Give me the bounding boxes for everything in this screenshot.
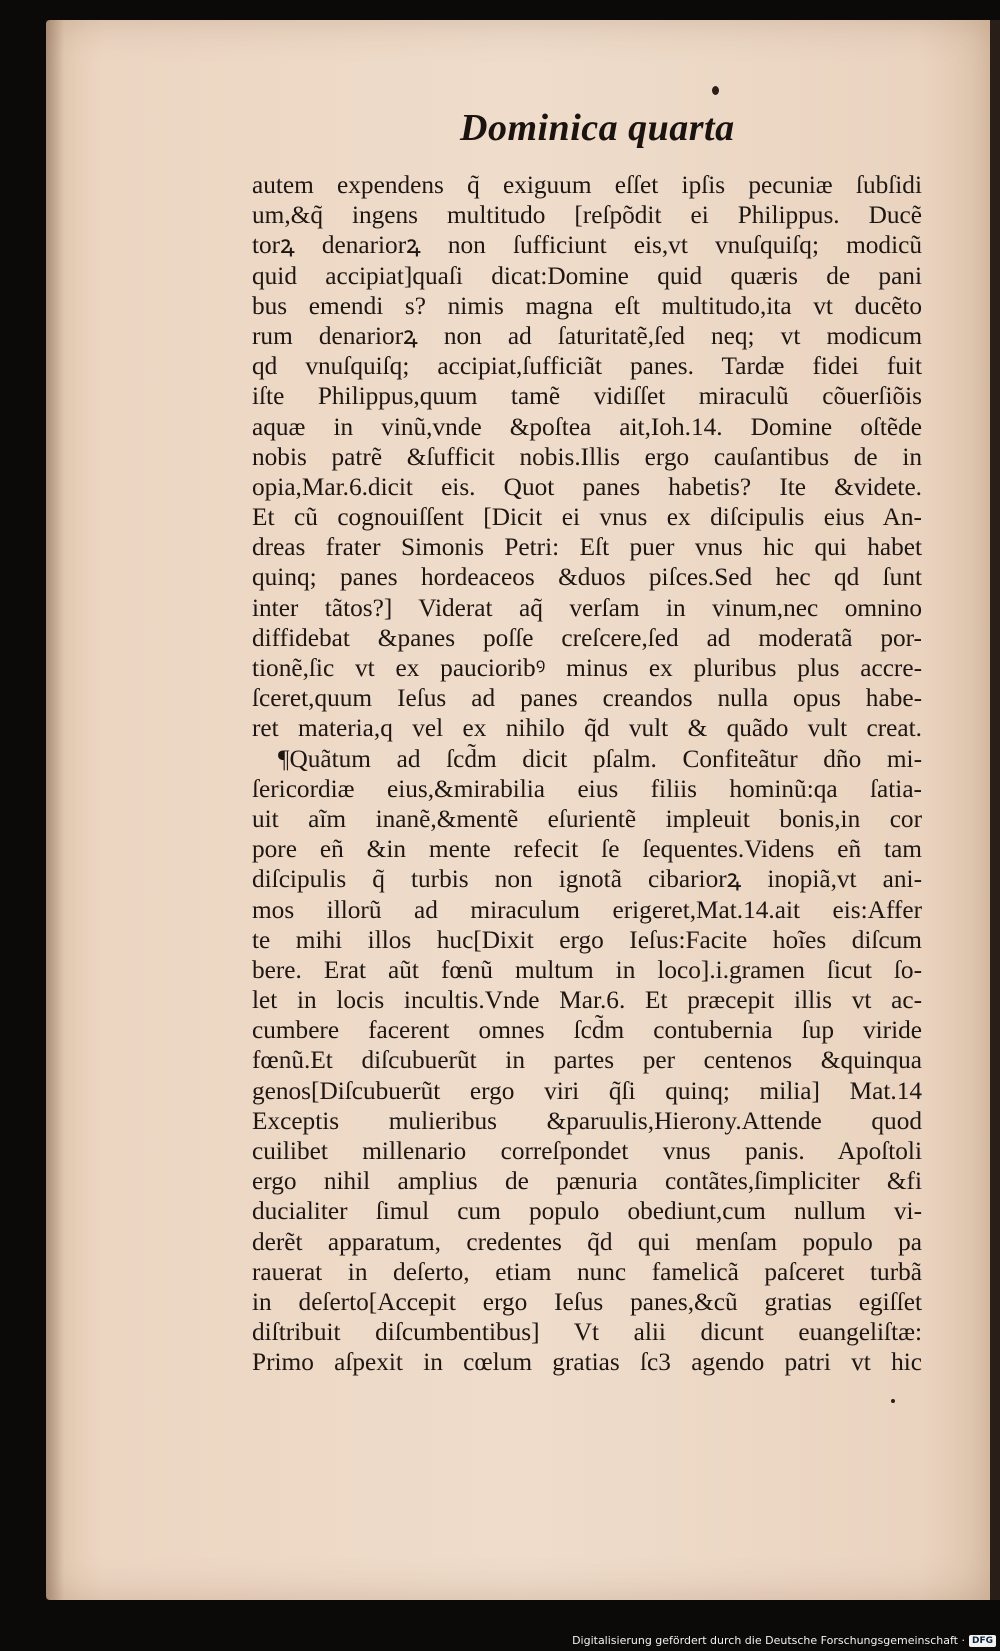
- text-line: let in locis incultis.Vnde Mar.6. Et præcepit illis vt ac-: [252, 986, 922, 1015]
- spine-shadow: [46, 20, 64, 1600]
- ink-speck: [891, 1399, 895, 1403]
- text-line: tionẽ,ſic vt ex paucioribꝰ minus ex pluribus plus accre-: [252, 654, 922, 682]
- text-line: mos illorũ ad miraculum erigeret,Mat.14.ait eis:Affer: [252, 895, 922, 924]
- text-line: in deſerto[Accepit ergo Ieſus panes,&cũ gratias egiſſet: [252, 1287, 922, 1316]
- text-line: Exceptis mulieribus &paruulis,Hierony.Attende quod: [252, 1106, 922, 1135]
- text-line: bere. Erat aũt fœnũ multum in loco].i.gramen ſicut ſo-: [252, 955, 922, 984]
- text-line: uit aĩm inanẽ,&mentẽ eſurientẽ impleuit bonis,in cor: [252, 804, 922, 833]
- text-line: ergo nihil amplius de pænuria contãtes,ſimpliciter &fi: [252, 1167, 922, 1196]
- text-line: pore eñ &in mente refecit ſe ſequentes.Videns eñ tam: [252, 835, 922, 864]
- text-line: iſte Philippus,quum tamẽ vidiſſet miraculũ cõuerſiõis: [252, 382, 922, 411]
- text-line: bus emendi s? nimis magna eſt multitudo,ita vt ducẽto: [252, 291, 922, 320]
- digitization-credit: [572, 1634, 996, 1647]
- text-line: diſcipulis q̃ turbis non ignotã cibariorꝝ inopiã,vt ani-: [252, 865, 922, 894]
- text-line: derẽt apparatum, credentes q̃d qui menſam populo pa: [252, 1227, 922, 1256]
- text-line: autem expendens q̃ exiguum eſſet ipſis pecuniæ ſubſidi: [252, 171, 922, 199]
- text-line: qd vnuſquiſq; accipiat,ſufficiãt panes. Tardæ fidei fuit: [252, 352, 922, 381]
- ink-speck: [712, 86, 719, 95]
- text-line: cumbere facerent omnes ſcd̃m contubernia ſup viride: [252, 1016, 922, 1045]
- text-line: ſericordiæ eius,&mirabilia eius filiis hominũ:qa ſatia-: [252, 774, 922, 803]
- text-line: rauerat in deſerto, etiam nunc famelicã paſceret turbã: [252, 1257, 922, 1286]
- text-line: quinq; panes hordeaceos &duos piſces.Sed hec qd ſunt: [252, 563, 922, 592]
- text-line: inter tãtos?] Viderat aq̃ verſam in vinum,nec omnino: [252, 593, 922, 622]
- credit-text: Digitalisierung gefördert durch die Deutsche Forschungsgemeinschaft ·: [572, 1634, 965, 1647]
- text-line: cuilibet millenario correſpondet vnus panis. Apoſtoli: [252, 1137, 922, 1165]
- text-line: quid accipiat]quaſi dicat:Domine quid quæris de pani: [252, 261, 922, 290]
- dfg-logo: DFG: [969, 1635, 996, 1647]
- text-line: um,&q̃ ingens multitudo [reſpõdit ei Philippus. Ducẽ: [252, 201, 922, 230]
- text-line: aquæ in vinũ,vnde &poſtea ait,Ioh.14. Domine oſtẽde: [252, 412, 922, 441]
- text-line: Et cũ cognouiſſent [Dicit ei vnus ex diſcipulis eius An-: [252, 503, 922, 532]
- page-edge: [990, 20, 1000, 1600]
- text-line: ſceret,quum Ieſus ad panes creandos nulla opus habe-: [252, 684, 922, 713]
- text-line: fœnũ.Et diſcubuerũt in partes per centenos &quinqua: [252, 1046, 922, 1075]
- text-line: te mihi illos huc[Dixit ergo Ieſus:Facite hoĩes diſcum: [252, 925, 922, 954]
- text-line: nobis patrẽ &ſufficit nobis.Illis ergo cauſantibus de in: [252, 442, 922, 471]
- text-line: diſtribuit diſcumbentibus] Vt alii dicunt euangeliſtæ:: [252, 1318, 922, 1347]
- text-line: dreas frater Simonis Petri: Eſt puer vnus hic qui habet: [252, 533, 922, 562]
- text-line: ret materia,q vel ex nihilo q̃d vult & quãdo vult creat.: [252, 714, 922, 743]
- text-line: genos[Diſcubuerũt ergo viri q̃ſi quinq; milia] Mat.14: [252, 1076, 922, 1105]
- text-line: opia,Mar.6.dicit eis. Quot panes habetis? Ite &videte.: [252, 472, 922, 501]
- running-head: Dominica quarta: [460, 107, 735, 149]
- text-line: Primo aſpexit in cœlum gratias ſc3 agendo patri vt hic: [252, 1348, 922, 1377]
- text-line: diffidebat &panes poſſe creſcere,ſed ad moderatã por-: [252, 623, 922, 652]
- text-line: ¶Quãtum ad ſcd̃m dicit pſalm. Confiteãtur dño mi-: [278, 744, 922, 773]
- text-line: ducialiter ſimul cum populo obediunt,cum nullum vi-: [252, 1197, 922, 1226]
- main-text-column: [252, 170, 922, 1378]
- text-line: torꝝ denariorꝝ non ſufficiunt eis,vt vnuſquiſq; modicũ: [252, 231, 922, 260]
- text-line: rum denariorꝝ non ad ſaturitatẽ,ſed neq; vt modicum: [252, 321, 922, 350]
